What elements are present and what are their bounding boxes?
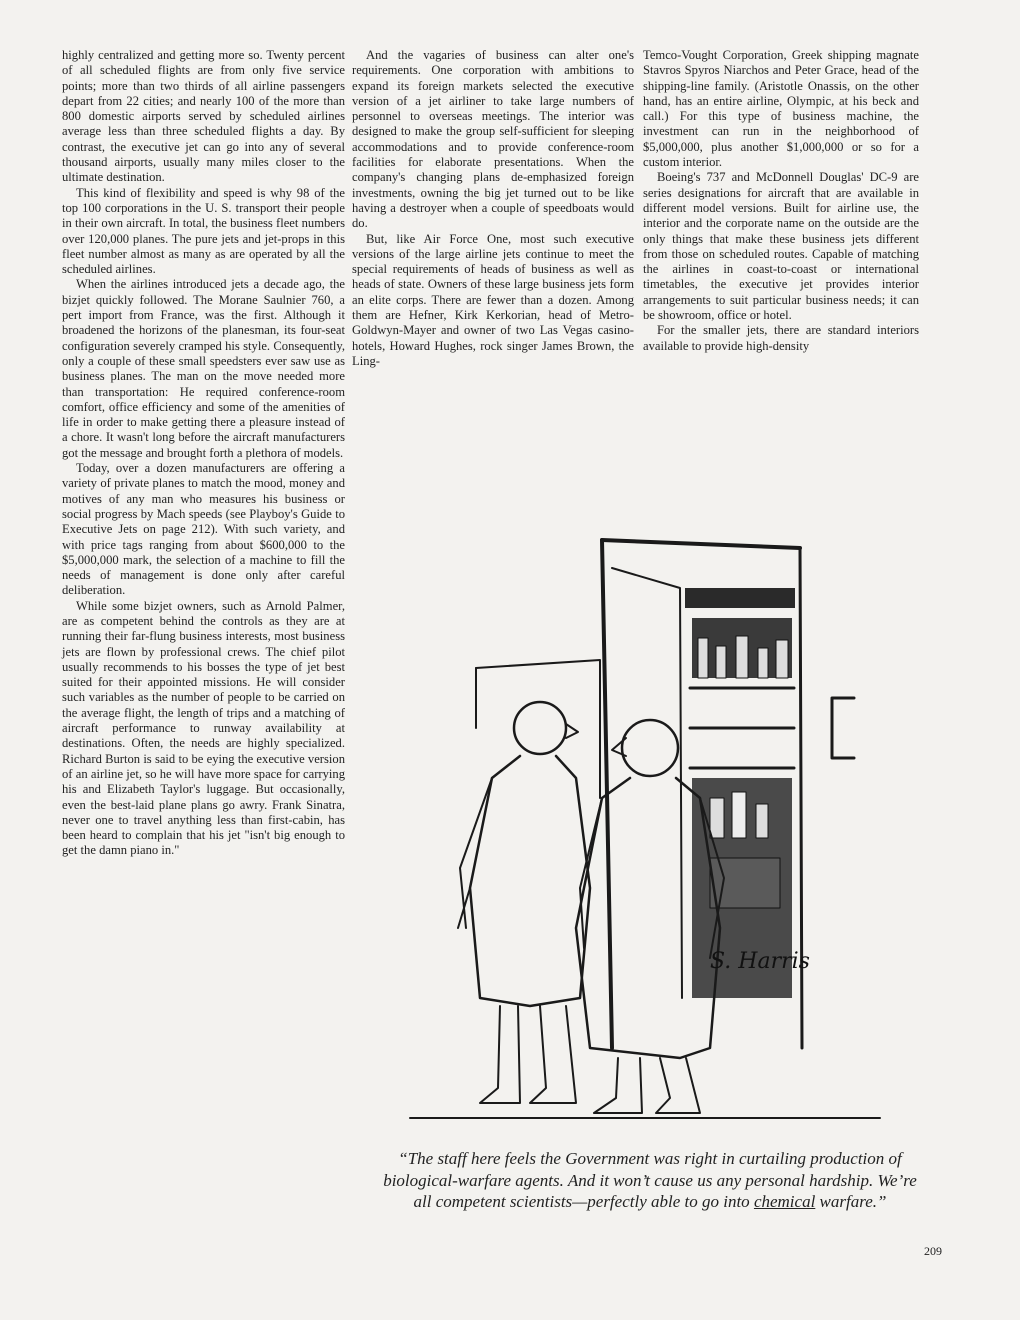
caption-underlined-word: chemical	[753, 1192, 816, 1211]
article-column-3	[643, 48, 919, 354]
page-number: 209	[924, 1244, 942, 1258]
paragraph: Temco-Vought Corporation, Greek shipping magnate Stavros Spyros Niarchos and Peter Grace, head of the shipping-line family. (Aristotle Onassis, on the other hand, has an entire airline, Olympic, at his beck and call.) For this type of business machine, the investment can run in the neighborhood of $5,000,000, plus another $1,000,000 or so for a custom interior.	[643, 48, 919, 170]
paragraph: For the smaller jets, there are standard interiors available to provide high-density	[643, 323, 919, 353]
cartoon-illustration	[380, 528, 900, 1128]
paragraph: While some bizjet owners, such as Arnold Palmer, are as competent behind the controls as they are at running their far-flung business interests, most business jets are flown by professional crews. The chief pilot usually recommends to his bosses the type of jet best suited for their appointed missions. He will consider such variables as the number of people to be carried on the average flight, the length of trips and a matching of aircraft performance to runway availability at destinations. Often, the needs are highly specialized. Richard Burton is said to be eying the executive version of an airline jet, so he will have more space for carrying his and Elizabeth Taylor's luggage. But occasionally, even the best-laid plane plans go awry. Frank Sinatra, never one to travel anything less than first-cabin, has been heard to complain that his jet "isn't big enough to get the damn piano in."	[62, 598, 345, 858]
paragraph: But, like Air Force One, most such executive versions of the large airline jets continue to meet the special requirements of heads of business as well as heads of state. Owners of these large business jets form an elite corps. There are fewer than a dozen. Among them are Hefner, Kirk Kerkorian, head of Metro-Goldwyn-Mayer and owner of two Las Vegas casino-hotels, Howard Hughes, rock singer James Brown, the Ling-	[352, 231, 634, 368]
cartoonist-signature: S. Harris	[710, 949, 810, 974]
article-column-2	[352, 48, 634, 369]
cartoon-caption	[380, 1148, 920, 1213]
article-column-1	[62, 48, 345, 859]
paragraph: This kind of flexibility and speed is why 98 of the top 100 corporations in the U. S. transport their people in their own aircraft. In total, the business fleet numbers over 120,000 planes. The pure jets and jet-props in this fleet number almost as many as are operated by all the scheduled airlines.	[62, 185, 345, 277]
caption-text-end: warfare.”	[815, 1192, 887, 1211]
paragraph: And the vagaries of business can alter one's requirements. One corporation with ambitions to expand its foreign markets selected the executive version of a jet airliner to take large numbers of personnel to overseas meetings. The interior was designed to make the group self-sufficient for sleeping accommodations and to provide conference-room facilities for elaborate presentations. When the company's changing plans de-emphasized foreign investments, owning the big jet turned out to be like having a destroyer when a couple of speedboats would do.	[352, 48, 634, 231]
caption-text: “The staff here feels the Government was right in curtailing production of biological-warfare agents. And it won’t cause us any personal hardship. We’re all competent scientists—perfectly able to go into	[383, 1149, 917, 1211]
paragraph: When the airlines introduced jets a decade ago, the bizjet quickly followed. The Morane Saulnier 760, a pert import from France, was the first. Although it broadened the horizons of the planesman, its four-seat configuration severely cramped his style. Consequently, only a couple of these small speedsters ever saw use as business planes. The man on the move needed more than transportation: He required conference-room comfort, office efficiency and some of the amenities of life in order to make getting there a pleasure instead of a chore. It wasn't long before the aircraft manufacturers got the message and brought forth a plethora of models.	[62, 277, 345, 460]
paragraph: highly centralized and getting more so. Twenty percent of all scheduled flights are from only five service points; more than two thirds of all airline passengers depart from 22 cities; and nearly 100 of the more than 800 domestic airports served by scheduled airlines average less than three scheduled flights a day. By contrast, the executive jet can go into any of several thousand airports, usually many miles closer to the ultimate destination.	[62, 48, 345, 185]
paragraph: Boeing's 737 and McDonnell Douglas' DC-9 are series designations for aircraft that are available in different model versions. Built for airline use, the interior and the corporate name on the outside are the only things that make these business jets different from those on scheduled routes. Capable of matching the airlines in coast-to-coast or international timetables, the executive jet provides interior arrangements to suit particular business needs; it can be showroom, office or hotel.	[643, 170, 919, 323]
paragraph: Today, over a dozen manufacturers are offering a variety of private planes to match the mood, money and motives of any man who measures his business or social progress by Mach speeds (see Playboy's Guide to Executive Jets on page 212). With such variety, and with price tags ranging from about $600,000 to the $5,000,000 mark, the selection of a machine to fill the needs of management is done only after careful deliberation.	[62, 461, 345, 598]
